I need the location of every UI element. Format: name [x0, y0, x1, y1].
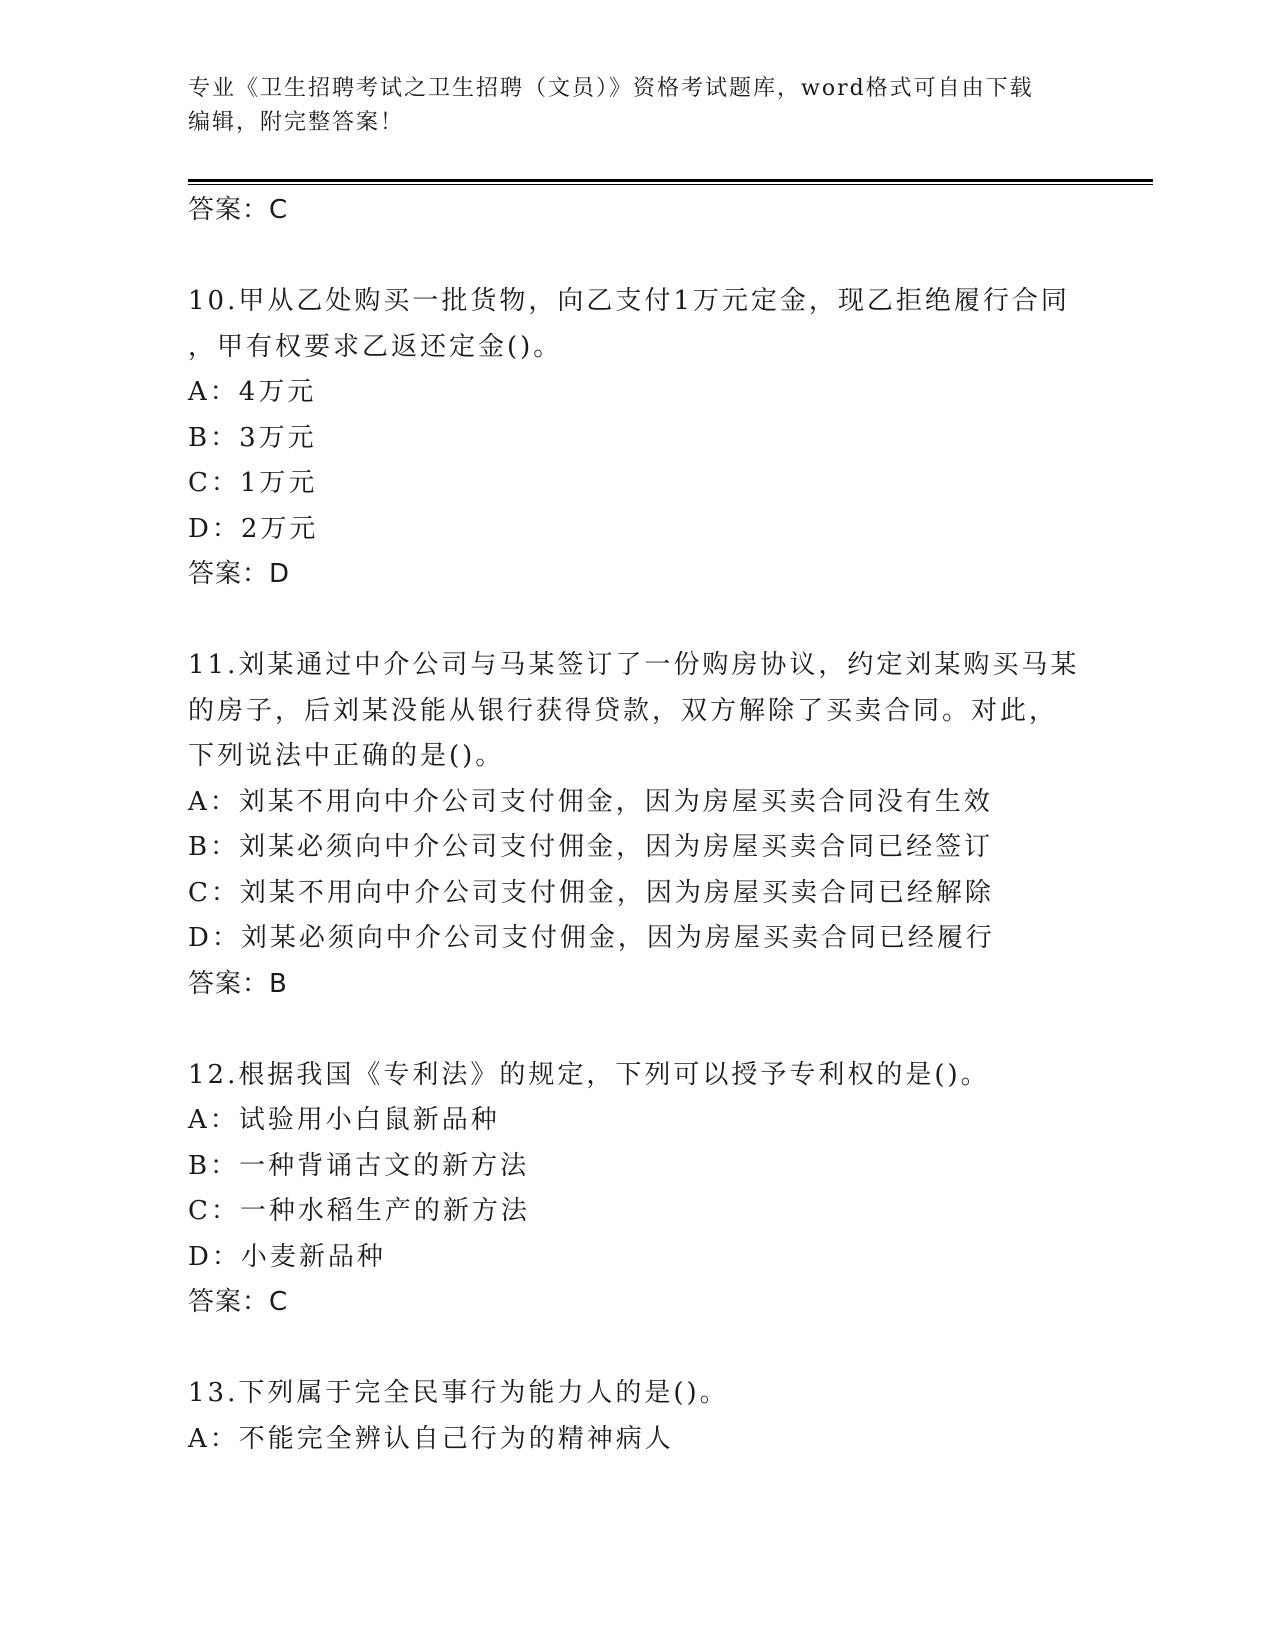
- option-d: D：2万元: [188, 513, 319, 544]
- header-rule-thick: [188, 179, 1153, 182]
- spacer: [188, 598, 1088, 644]
- header-line-2: 编辑，附完整答案！: [188, 110, 405, 135]
- header-rule-thin: [188, 184, 1153, 185]
- option-b: B：3万元: [188, 422, 317, 453]
- option-c: C：一种水稻生产的新方法: [188, 1196, 530, 1226]
- answer-line: 答案：D: [188, 559, 291, 589]
- option-a: A：不能完全辨认自己行为的精神病人: [188, 1423, 674, 1454]
- answer-line: 答案：B: [188, 968, 288, 999]
- question-list: [188, 188, 1088, 1462]
- option-a: A：4万元: [188, 377, 317, 407]
- spacer: [188, 234, 1088, 280]
- option-d: D：刘某必须向中介公司支付佣金，因为房屋买卖合同已经履行: [188, 923, 995, 953]
- question-stem-line: ，甲有权要求乙返还定金()。: [188, 331, 563, 362]
- option-a: A：试验用小白鼠新品种: [188, 1105, 500, 1135]
- question-stem-line: 10.甲从乙处购买一批货物，向乙支付1万元定金，现乙拒绝履行合同: [188, 286, 1070, 316]
- spacer: [188, 1326, 1088, 1372]
- question-stem-line: 下列说法中正确的是()。: [188, 741, 505, 771]
- option-a: A：刘某不用向中介公司支付佣金，因为房屋买卖合同没有生效: [188, 786, 993, 817]
- option-b: B：刘某必须向中介公司支付佣金，因为房屋买卖合同已经签订: [188, 832, 994, 862]
- page-header: [188, 72, 1088, 140]
- answer-line: 答案：C: [188, 195, 289, 225]
- spacer: [188, 1007, 1088, 1053]
- option-c: C：刘某不用向中介公司支付佣金，因为房屋买卖合同已经解除: [188, 877, 994, 908]
- question-stem-line: 12.根据我国《专利法》的规定，下列可以授予专利权的是()。: [188, 1059, 990, 1090]
- option-d: D：小麦新品种: [188, 1241, 386, 1272]
- question-stem-line: 11.刘某通过中介公司与马某签订了一份购房协议，约定刘某购买马某: [188, 650, 1080, 680]
- question-stem-line: 的房子，后刘某没能从银行获得贷款，双方解除了买卖合同。对此，: [188, 695, 1059, 726]
- header-line-1: 专业《卫生招聘考试之卫生招聘（文员）》资格考试题库，word格式可自由下载: [188, 76, 1034, 101]
- answer-line: 答案：C: [188, 1287, 289, 1317]
- option-c: C：1万元: [188, 468, 318, 498]
- option-b: B：一种背诵古文的新方法: [188, 1150, 530, 1181]
- question-stem-line: 13.下列属于完全民事行为能力人的是()。: [188, 1378, 729, 1408]
